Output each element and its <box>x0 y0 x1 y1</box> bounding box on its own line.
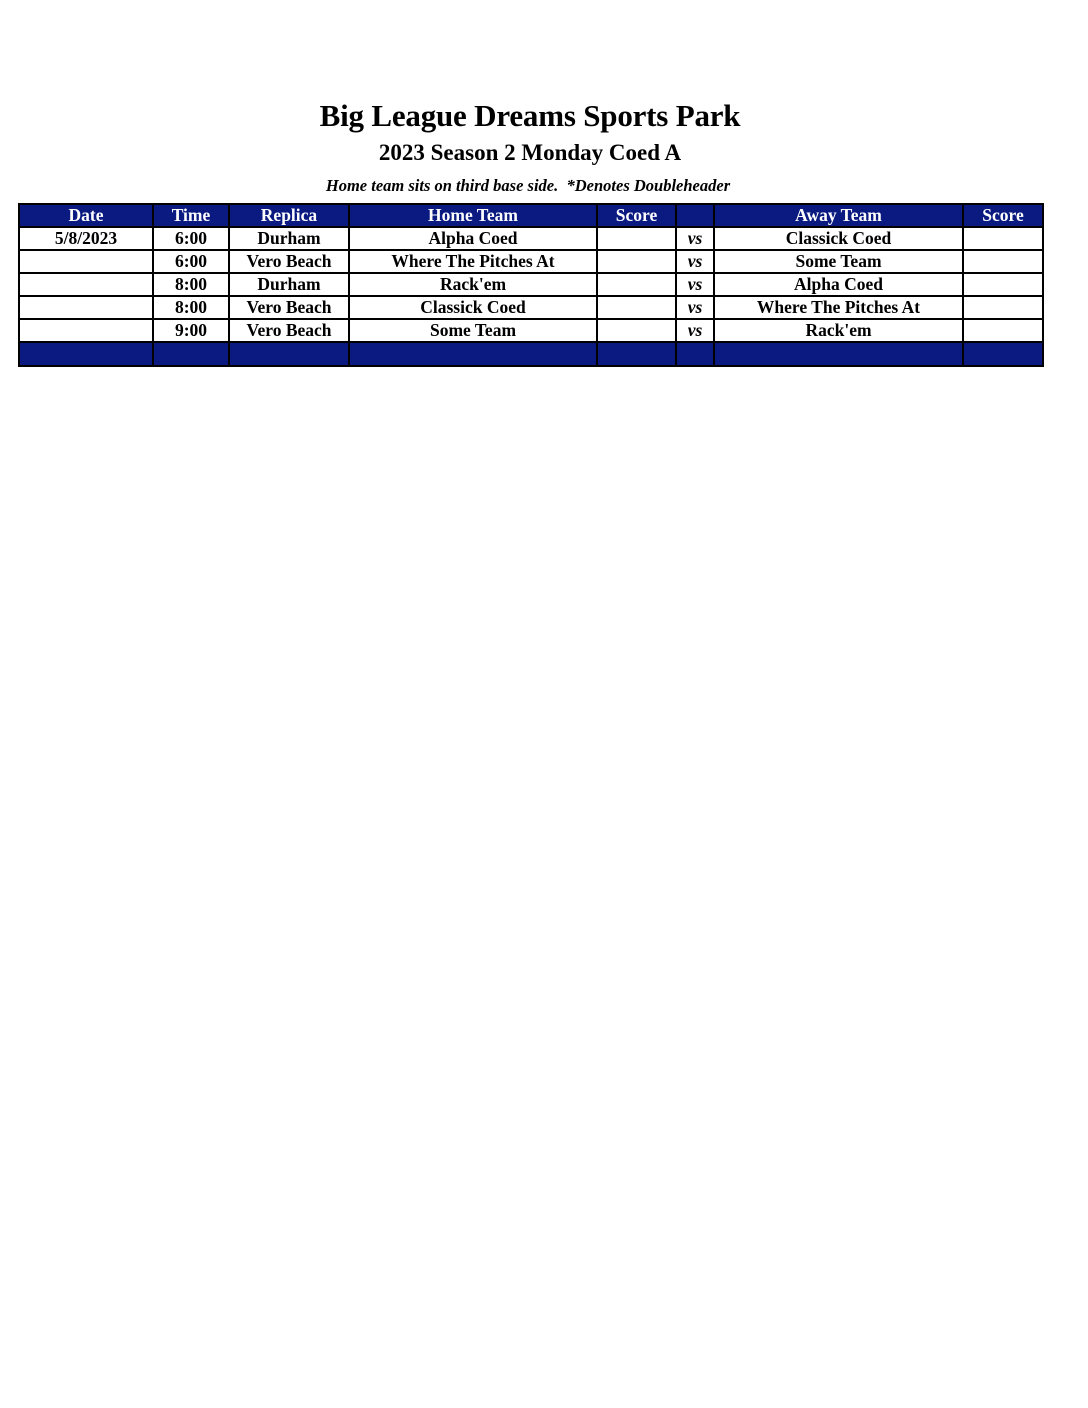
column-header-home-score: Score <box>597 204 676 227</box>
column-header-date: Date <box>19 204 153 227</box>
replica-cell: Durham <box>229 273 349 296</box>
date-cell <box>19 296 153 319</box>
away-score-cell <box>963 250 1043 273</box>
away-team-cell: Rack'em <box>714 319 963 342</box>
vs-cell: vs <box>676 227 714 250</box>
column-header-home-team: Home Team <box>349 204 597 227</box>
date-cell <box>19 319 153 342</box>
page-title: Big League Dreams Sports Park <box>319 98 741 133</box>
table-row <box>19 296 1043 319</box>
table-row <box>19 273 1043 296</box>
away-score-cell <box>963 296 1043 319</box>
home-team-cell: Rack'em <box>349 273 597 296</box>
table-row <box>19 319 1043 342</box>
footer-cell <box>153 342 229 366</box>
header-row <box>19 204 1043 227</box>
column-header-vs <box>676 204 714 227</box>
season-subtitle: 2023 Season 2 Monday Coed A <box>378 140 682 165</box>
home-score-cell <box>597 250 676 273</box>
footer-cell <box>676 342 714 366</box>
date-cell <box>19 273 153 296</box>
footer-cell <box>963 342 1043 366</box>
vs-cell: vs <box>676 296 714 319</box>
replica-cell: Vero Beach <box>229 296 349 319</box>
away-team-cell: Where The Pitches At <box>714 296 963 319</box>
away-team-cell: Some Team <box>714 250 963 273</box>
column-header-replica: Replica <box>229 204 349 227</box>
away-score-cell <box>963 273 1043 296</box>
away-score-cell <box>963 227 1043 250</box>
away-team-cell: Alpha Coed <box>714 273 963 296</box>
date-cell <box>19 250 153 273</box>
home-team-cell: Classick Coed <box>349 296 597 319</box>
home-score-cell <box>597 227 676 250</box>
time-cell: 8:00 <box>153 273 229 296</box>
footer-cell <box>349 342 597 366</box>
table-row <box>19 250 1043 273</box>
time-cell: 6:00 <box>153 227 229 250</box>
footer-cell <box>714 342 963 366</box>
home-team-cell: Where The Pitches At <box>349 250 597 273</box>
schedule-note: Home team sits on third base side. *Denotes Doubleheader <box>325 176 731 195</box>
column-header-away-score: Score <box>963 204 1043 227</box>
time-cell: 9:00 <box>153 319 229 342</box>
time-cell: 8:00 <box>153 296 229 319</box>
home-team-cell: Alpha Coed <box>349 227 597 250</box>
away-team-cell: Classick Coed <box>714 227 963 250</box>
footer-cell <box>597 342 676 366</box>
replica-cell: Durham <box>229 227 349 250</box>
replica-cell: Vero Beach <box>229 250 349 273</box>
table-footer-row <box>19 342 1043 366</box>
table-row <box>19 227 1043 250</box>
schedule-table <box>18 203 1044 367</box>
time-cell: 6:00 <box>153 250 229 273</box>
footer-cell <box>19 342 153 366</box>
replica-cell: Vero Beach <box>229 319 349 342</box>
date-cell: 5/8/2023 <box>19 227 153 250</box>
column-header-time: Time <box>153 204 229 227</box>
home-team-cell: Some Team <box>349 319 597 342</box>
footer-cell <box>229 342 349 366</box>
column-header-away-team: Away Team <box>714 204 963 227</box>
away-score-cell <box>963 319 1043 342</box>
home-score-cell <box>597 319 676 342</box>
vs-cell: vs <box>676 250 714 273</box>
home-score-cell <box>597 273 676 296</box>
vs-cell: vs <box>676 273 714 296</box>
vs-cell: vs <box>676 319 714 342</box>
home-score-cell <box>597 296 676 319</box>
